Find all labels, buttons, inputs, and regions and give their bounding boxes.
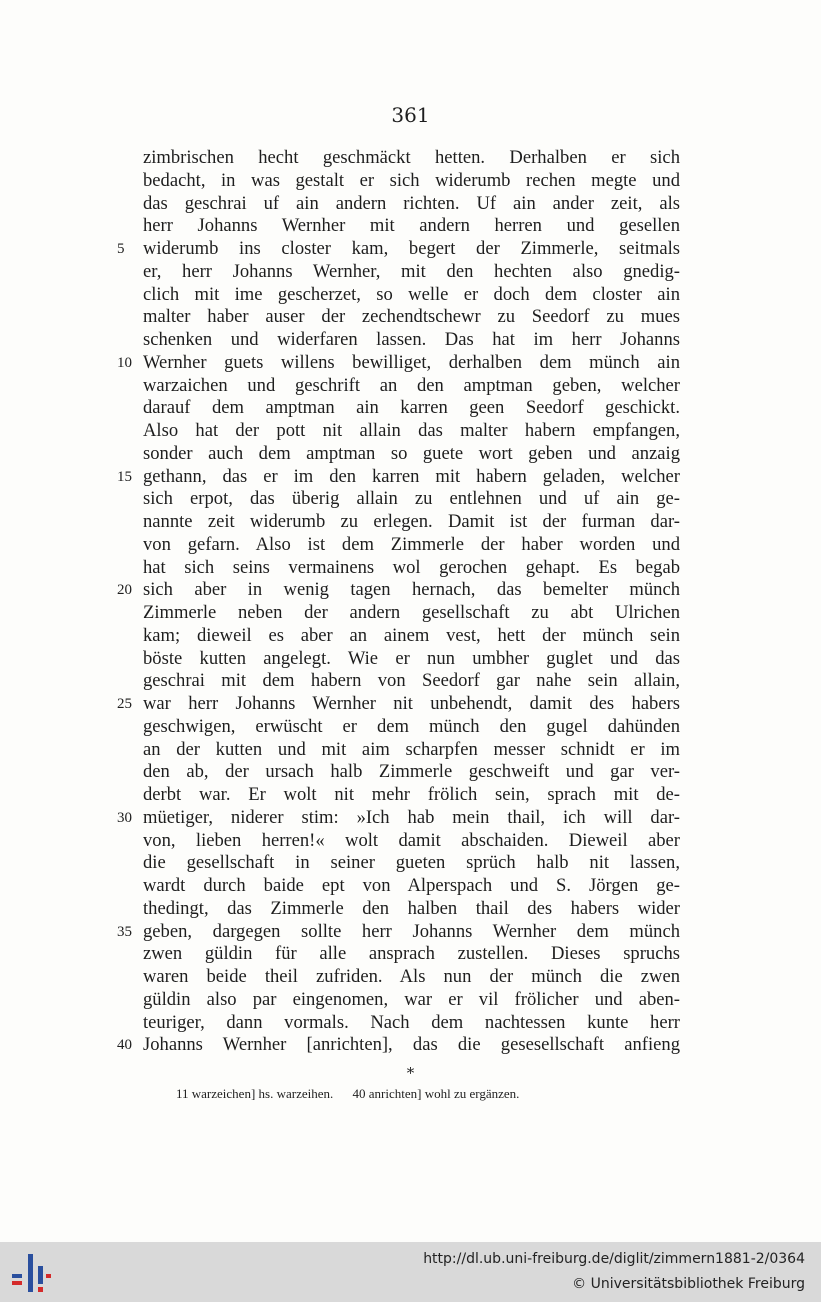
line-text: geschrai mit dem habern von Seedorf gar nahe sein allain,: [143, 670, 680, 692]
line-text: böste kutten angelegt. Wie er nun umbher guglet und das: [143, 647, 680, 669]
line-text: widerumb ins closter kam, begert der Zimmerle, seitmals: [143, 238, 680, 259]
line-text: die gesellschaft in seiner gueten sprüch halb nit lassen,: [143, 852, 680, 874]
text-body: [117, 147, 680, 1057]
page-number: 361: [391, 103, 430, 127]
text-line: [143, 1012, 680, 1035]
text-line: [117, 920, 680, 944]
source-url-link[interactable]: http://dl.ub.uni-freiburg.de/diglit/zimmern1881-2/0364: [423, 1251, 805, 1267]
line-text: sich erpot, das überig allain zu entlehnen und uf ain ge-: [143, 488, 680, 510]
line-number: 20: [117, 582, 132, 599]
text-line: [143, 784, 680, 807]
line-text: bedacht, in was gestalt er sich widerumb rechen megte und: [143, 169, 680, 191]
text-line: [143, 261, 680, 284]
line-text: von, lieben herren!« wolt damit abschaiden. Dieweil aber: [143, 829, 680, 851]
text-line: [143, 602, 680, 625]
line-text: kam; dieweil es aber an ainem vest, hett der münch sein: [143, 624, 680, 646]
text-line: [143, 648, 680, 671]
copyright-notice: © Universitätsbibliothek Freiburg: [572, 1276, 805, 1292]
line-text: von gefarn. Also ist dem Zimmerle der haber worden und: [143, 533, 680, 555]
line-text: Also hat der pott nit allain das malter habern empfangen,: [143, 420, 680, 441]
line-text: derbt war. Er wolt nit mehr frölich sein, sprach mit de-: [143, 784, 680, 805]
text-line: [117, 1034, 680, 1057]
line-number: 25: [117, 696, 132, 712]
line-text: schenken und widerfaren lassen. Das hat im herr Johanns: [143, 329, 680, 350]
text-line: [143, 875, 680, 898]
line-text: das geschrai uf ain andern richten. Uf ain ander zeit, als: [143, 192, 680, 214]
text-line: [117, 693, 680, 716]
footnote-2: 40 anrichten] wohl zu ergänzen.: [352, 1086, 520, 1101]
line-text: warzaichen und geschrift an den amptman geben, welcher: [143, 374, 680, 396]
text-line: [143, 989, 680, 1012]
text-line: [117, 806, 680, 830]
text-line: [143, 329, 680, 352]
line-text: an der kutten und mit aim scharpfen messer schnidt er im: [143, 738, 680, 760]
line-text: müetiger, niderer stim: »Ich hab mein thail, ich will dar-: [143, 806, 680, 828]
text-line: [143, 397, 680, 420]
text-line: [143, 761, 680, 784]
text-line: [143, 511, 680, 534]
line-text: Zimmerle neben der andern gesellschaft zu abt Ulrichen: [143, 602, 680, 623]
line-number: 10: [117, 354, 132, 371]
text-line: [143, 147, 680, 170]
line-number: 40: [117, 1037, 132, 1054]
text-line: [143, 943, 680, 966]
line-text: gethann, das er im den karren mit habern geladen, welcher: [143, 465, 680, 487]
section-asterisk: *: [406, 1064, 415, 1082]
text-line: [143, 306, 680, 329]
footnotes: [176, 1086, 535, 1102]
text-line: [143, 670, 680, 693]
line-text: geben, dargegen sollte herr Johanns Wernher dem münch: [143, 920, 680, 942]
line-number: 30: [117, 809, 132, 826]
text-line: [143, 830, 680, 853]
line-text: nannte zeit widerumb zu erlegen. Damit ist der furman dar-: [143, 511, 680, 532]
text-line: [143, 375, 680, 398]
viewer-footer-bar: [0, 1242, 821, 1302]
line-text: zwen güldin für alle ansprach zustellen. Dieses spruchs: [143, 943, 680, 965]
text-line: [143, 739, 680, 762]
text-line: [117, 351, 680, 375]
line-text: war herr Johanns Wernher nit unbehendt, damit des habers: [143, 693, 680, 714]
text-line: [143, 557, 680, 580]
line-text: geschwigen, erwüscht er dem münch den gugel dahünden: [143, 715, 680, 737]
text-line: [143, 284, 680, 307]
line-text: sonder auch dem amptman so guete wort geben und anzaig: [143, 442, 680, 464]
text-line: [143, 625, 680, 648]
line-text: thedingt, das Zimmerle den halben thail des habers wider: [143, 897, 680, 919]
text-line: [143, 170, 680, 193]
line-text: den ab, der ursach halb Zimmerle geschweift und gar ver-: [143, 761, 680, 783]
text-line: [143, 534, 680, 557]
text-line: [143, 966, 680, 989]
line-text: zimbrischen hecht geschmäckt hetten. Derhalben er sich: [143, 147, 680, 168]
line-text: darauf dem amptman ain karren geen Seedorf geschickt.: [143, 397, 680, 419]
line-text: güldin also par eingenomen, war er vil frölicher und aben-: [143, 988, 680, 1010]
line-text: waren beide theil zufriden. Als nun der münch die zwen: [143, 966, 680, 987]
line-text: clich mit ime gescherzet, so welle er doch dem closter ain: [143, 283, 680, 305]
line-number: 35: [117, 923, 132, 940]
line-text: teuriger, dann vormals. Nach dem nachtessen kunte herr: [143, 1011, 680, 1033]
line-number: 5: [117, 241, 125, 257]
text-line: [143, 488, 680, 511]
text-line: [143, 420, 680, 443]
line-text: Wernher guets willens bewilliget, derhalben dem münch ain: [143, 351, 680, 373]
text-line: [143, 716, 680, 739]
line-text: sich aber in wenig tagen hernach, das bemelter münch: [143, 579, 680, 601]
line-text: hat sich seins vermainens wol gerochen gehapt. Es begab: [143, 556, 680, 578]
ub-freiburg-logo-icon[interactable]: [10, 1252, 52, 1294]
line-text: Johanns Wernher [anrichten], das die gesesellschaft anfieng: [143, 1034, 680, 1056]
text-line: [117, 579, 680, 602]
text-line: [143, 443, 680, 466]
line-text: wardt durch baide ept von Alperspach und S. Jörgen ge-: [143, 875, 680, 896]
line-text: malter haber auser der zechendtschewr zu Seedorf zu mues: [143, 306, 680, 328]
text-line: [143, 898, 680, 921]
footnote-1: 11 warzeichen] hs. warzeihen.: [176, 1086, 334, 1101]
text-line: [143, 852, 680, 875]
text-line: [143, 215, 680, 238]
line-text: er, herr Johanns Wernher, mit den hechten also gnedig-: [143, 260, 680, 282]
line-number: 15: [117, 468, 132, 485]
line-text: herr Johanns Wernher mit andern herren und gesellen: [143, 215, 680, 237]
text-line: [117, 238, 680, 261]
text-line: [117, 465, 680, 489]
text-line: [143, 193, 680, 216]
